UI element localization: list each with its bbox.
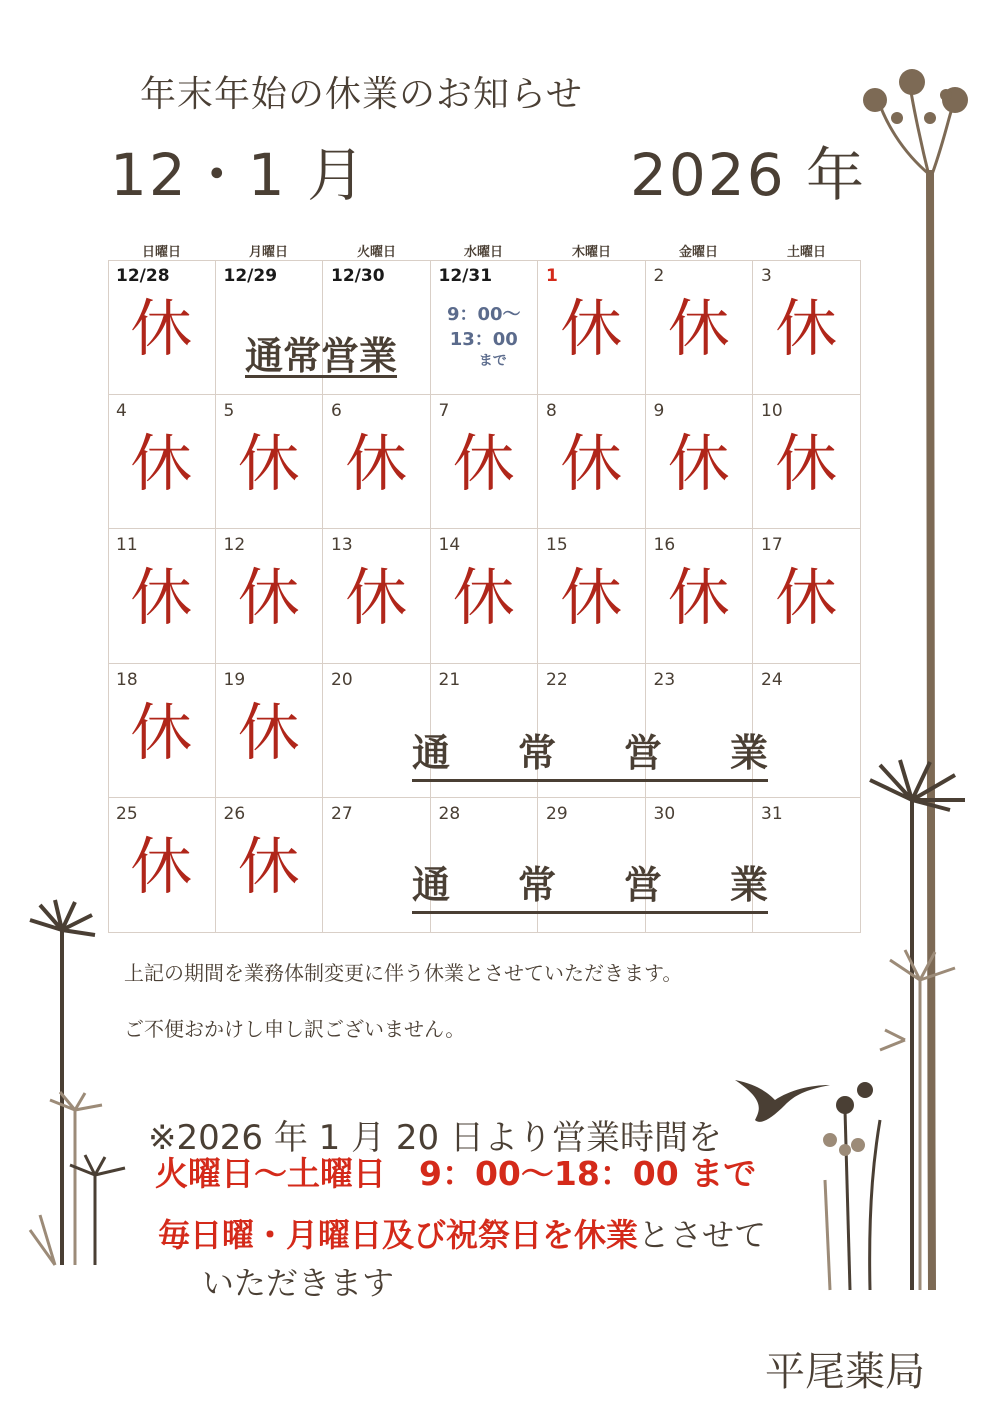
day-number: 12 (223, 535, 246, 556)
day-number: 30 (653, 804, 676, 825)
day-number: 25 (116, 804, 138, 825)
closed-mark: 休 (667, 426, 730, 500)
calendar-day-cell (431, 260, 539, 395)
calendar-day-cell (216, 395, 324, 530)
day-number: 1 (546, 266, 558, 286)
day-number: 18 (116, 669, 138, 690)
announcement-line-4: いただきます (202, 1264, 395, 1302)
shop-name: 平尾薬局 (765, 1349, 925, 1395)
calendar-day-cell (323, 395, 431, 530)
day-number: 12/31 (438, 266, 493, 286)
day-number: 28 (438, 804, 461, 825)
weekday-header-sun: 日曜日 (141, 245, 181, 260)
weekday-header-tue: 火曜日 (356, 245, 396, 260)
calendar-day-cell (753, 260, 861, 395)
normal-business-banner-week5 (412, 854, 768, 914)
special-hours-line1: 9：00～ (446, 304, 521, 325)
page-title: 年末年始の休業のお知らせ (140, 74, 583, 115)
closed-mark: 休 (237, 426, 300, 500)
day-number: 10 (761, 400, 783, 421)
calendar-day-cell (538, 260, 646, 395)
calendar-day-cell (753, 395, 861, 530)
closed-mark: 休 (775, 426, 838, 500)
closed-mark: 休 (560, 292, 623, 365)
closed-mark: 休 (667, 292, 730, 365)
day-number: 16 (653, 535, 676, 556)
year-label: 2026 年 (630, 141, 867, 209)
day-number: 22 (546, 669, 568, 690)
banner-char: 業 (729, 731, 768, 775)
calendar-day-cell (646, 260, 754, 395)
banner-char: 業 (729, 863, 768, 907)
banner-char: 常 (517, 863, 556, 907)
day-number: 5 (223, 400, 235, 421)
day-number: 7 (438, 400, 450, 421)
announcement-line-3-rest: とさせて (638, 1216, 767, 1254)
normal-business-label-week1: 通常営業 (245, 334, 398, 378)
calendar-day-cell (108, 529, 216, 664)
closed-mark: 休 (560, 561, 623, 635)
day-number: 9 (653, 400, 665, 421)
day-number: 24 (761, 669, 783, 690)
day-number: 17 (761, 535, 783, 556)
closed-mark: 休 (452, 426, 515, 500)
banner-char: 通 (412, 863, 451, 907)
closed-mark: 休 (237, 830, 300, 904)
banner-char: 常 (517, 731, 556, 775)
calendar-day-cell (538, 529, 646, 664)
weekday-header-wed: 水曜日 (463, 245, 503, 260)
day-number: 14 (438, 535, 461, 556)
day-number: 2 (653, 266, 665, 286)
closed-mark: 休 (130, 561, 193, 635)
day-number: 21 (438, 669, 461, 690)
calendar-day-cell (323, 529, 431, 664)
calendar-day-cell (753, 529, 861, 664)
day-number: 8 (546, 400, 557, 421)
closed-mark: 休 (130, 695, 193, 769)
day-number: 3 (761, 266, 772, 286)
closed-mark: 休 (345, 561, 408, 635)
calendar-day-cell (753, 798, 861, 933)
closed-mark: 休 (130, 830, 193, 904)
calendar-day-cell (646, 395, 754, 530)
announcement-line-1: ※2026 年 1 月 20 日より営業時間を (148, 1118, 722, 1158)
day-number: 27 (331, 804, 353, 825)
day-number: 13 (331, 535, 353, 556)
day-number: 23 (653, 669, 676, 690)
closed-mark: 休 (452, 561, 515, 635)
closed-mark: 休 (130, 292, 193, 365)
calendar-day-cell (216, 529, 324, 664)
day-number: 6 (331, 400, 342, 421)
calendar-day-cell (646, 529, 754, 664)
weekday-header-thu: 木曜日 (571, 245, 611, 260)
closed-mark: 休 (237, 695, 300, 769)
special-hours-line3: まで (478, 353, 507, 370)
weekday-header-fri: 金曜日 (678, 245, 718, 260)
special-hours-line2: 13：00 (449, 329, 518, 351)
calendar-day-cell (431, 395, 539, 530)
closed-mark: 休 (667, 561, 730, 635)
calendar-day-cell (216, 798, 324, 933)
month-label: 12・1 月 (110, 141, 368, 209)
announcement-hours: 火曜日～土曜日 9：00～18：00 まで (155, 1154, 757, 1193)
day-number: 4 (116, 400, 127, 421)
day-number: 31 (761, 804, 783, 825)
special-hours (431, 302, 538, 372)
calendar-day-cell (538, 395, 646, 530)
normal-business-banner-week4 (412, 722, 768, 782)
day-number: 20 (331, 669, 353, 690)
note-line-1: 上記の期間を業務体制変更に伴う休業とさせていただきます。 (124, 961, 683, 985)
closed-mark: 休 (345, 426, 408, 500)
closed-mark: 休 (775, 561, 838, 635)
calendar-day-cell (431, 529, 539, 664)
day-number: 19 (223, 669, 246, 690)
closed-mark: 休 (237, 561, 300, 635)
closed-mark: 休 (775, 292, 838, 365)
day-number: 12/30 (331, 266, 385, 286)
closed-mark: 休 (560, 426, 623, 500)
calendar-day-cell (753, 664, 861, 799)
calendar-day-cell (108, 395, 216, 530)
closed-mark: 休 (130, 426, 193, 500)
banner-char: 通 (412, 731, 451, 775)
note-line-2: ご不便おかけし申し訳ございません。 (124, 1017, 466, 1041)
closed-days-text: 毎日曜・月曜日及び祝祭日を休業 (158, 1216, 639, 1254)
day-number: 12/29 (223, 266, 278, 286)
banner-char: 営 (623, 863, 662, 907)
calendar-day-cell (108, 664, 216, 799)
announcement-line-3 (158, 1210, 766, 1256)
calendar-day-cell (108, 798, 216, 933)
calendar-day-cell (108, 260, 216, 395)
day-number: 12/28 (116, 266, 170, 286)
day-number: 11 (116, 535, 138, 556)
calendar-day-cell (216, 664, 324, 799)
weekday-header-mon: 月曜日 (248, 245, 288, 260)
day-number: 15 (546, 535, 568, 556)
day-number: 26 (223, 804, 246, 825)
weekday-header-sat: 土曜日 (786, 245, 826, 260)
day-number: 29 (546, 804, 568, 825)
banner-char: 営 (623, 731, 662, 775)
